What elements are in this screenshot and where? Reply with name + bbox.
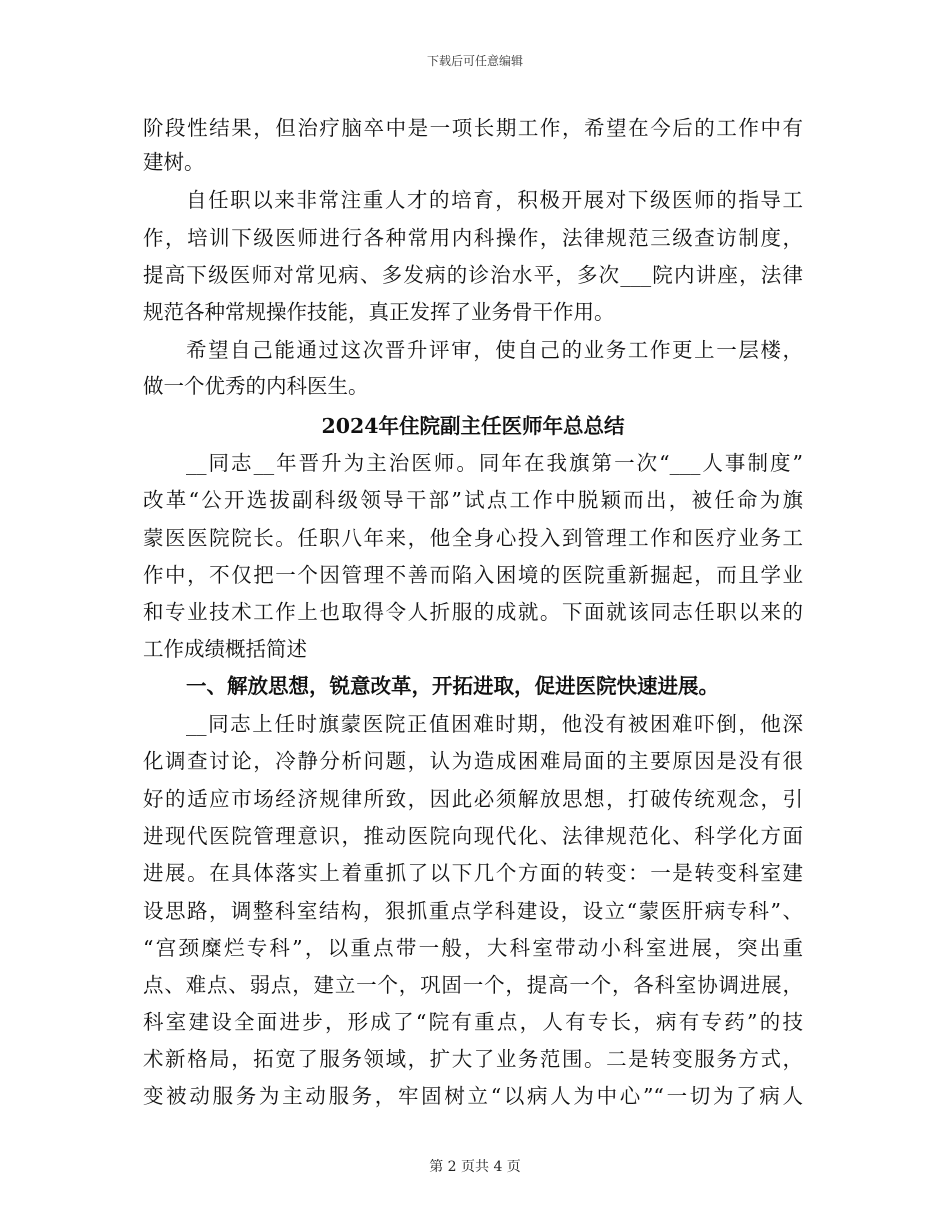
paragraph-line: 自任职以来非常注重人才的培育，积极开展对下级医师的指导工 [186, 188, 803, 212]
paragraph-line: 改革“公开选拔副科级领导干部”试点工作中脱颖而出，被任命为旗 [143, 488, 803, 512]
paragraph-line: 科室建设全面进步，形成了“院有重点，人有专长，病有专药”的技 [143, 1010, 803, 1034]
page-footer: 第 2 页共 4 页 [429, 1159, 521, 1175]
paragraph-line: 变被动服务为主动服务，牢固树立“以病人为中心”“一切为了病人 [143, 1084, 803, 1108]
paragraph-line: 好的适应市场经济规律所致，因此必须解放思想，打破传统观念，引 [143, 787, 803, 811]
paragraph-line: 进展。在具体落实上着重抓了以下几个方面的转变：一是转变科室建 [143, 861, 803, 885]
paragraph-line: 化调查讨论，冷静分析问题，认为造成困难局面的主要原因是没有很 [143, 749, 803, 773]
paragraph-line: 蒙医医院院长。任职八年来，他全身心投入到管理工作和医疗业务工 [143, 526, 803, 550]
paragraph-line: 规范各种常规操作技能，真正发挥了业务骨干作用。 [143, 300, 615, 324]
paragraph-line: 作中，不仅把一个因管理不善而陷入困境的医院重新掘起，而且学业 [143, 563, 803, 587]
paragraph-line: 阶段性结果，但治疗脑卒中是一项长期工作，希望在今后的工作中有 [143, 116, 803, 140]
paragraph-line: 希望自己能通过这次晋升评审，使自己的业务工作更上一层楼， [186, 338, 803, 362]
page-header: 下载后可任意编辑 [426, 54, 523, 68]
paragraph-line: 和专业技术工作上也取得令人折服的成就。下面就该同志任职以来的 [143, 600, 803, 624]
paragraph-line: 进现代医院管理意识，推动医院向现代化、法律规范化、科学化方面 [143, 824, 803, 848]
paragraph-line: 设思路，调整科室结构，狠抓重点学科建设，设立“蒙医肝病专科”、 [143, 899, 803, 923]
paragraph-line: 术新格局，拓宽了服务领域，扩大了业务范围。二是转变服务方式， [143, 1047, 803, 1071]
paragraph-line: 做一个优秀的内科医生。 [143, 374, 369, 398]
paragraph-line: __同志__年晋升为主治医师。同年在我旗第一次“___人事制度” [186, 451, 803, 475]
paragraph-line: 作，培训下级医师进行各种常用内科操作，法律规范三级查访制度， [143, 226, 803, 250]
paragraph-line: __同志上任时旗蒙医院正值困难时期，他没有被困难吓倒，他深 [186, 712, 803, 736]
paragraph-line: 建树。 [143, 150, 205, 174]
paragraph-line: 点、难点、弱点，建立一个，巩固一个，提高一个，各科室协调进展， [143, 973, 803, 997]
paragraph-line: 提高下级医师对常见病、多发病的诊治水平，多次___院内讲座，法律 [143, 263, 803, 287]
section-heading: 一、解放思想，锐意改革，开拓进取，促进医院快速进展。 [186, 674, 719, 698]
paragraph-line: 工作成绩概括简述 [143, 637, 307, 661]
paragraph-line: “宫颈糜烂专科”，以重点带一般，大科室带动小科室进展，突出重 [143, 936, 803, 960]
section-title: 2024年住院副主任医师年总总结 [321, 414, 625, 438]
